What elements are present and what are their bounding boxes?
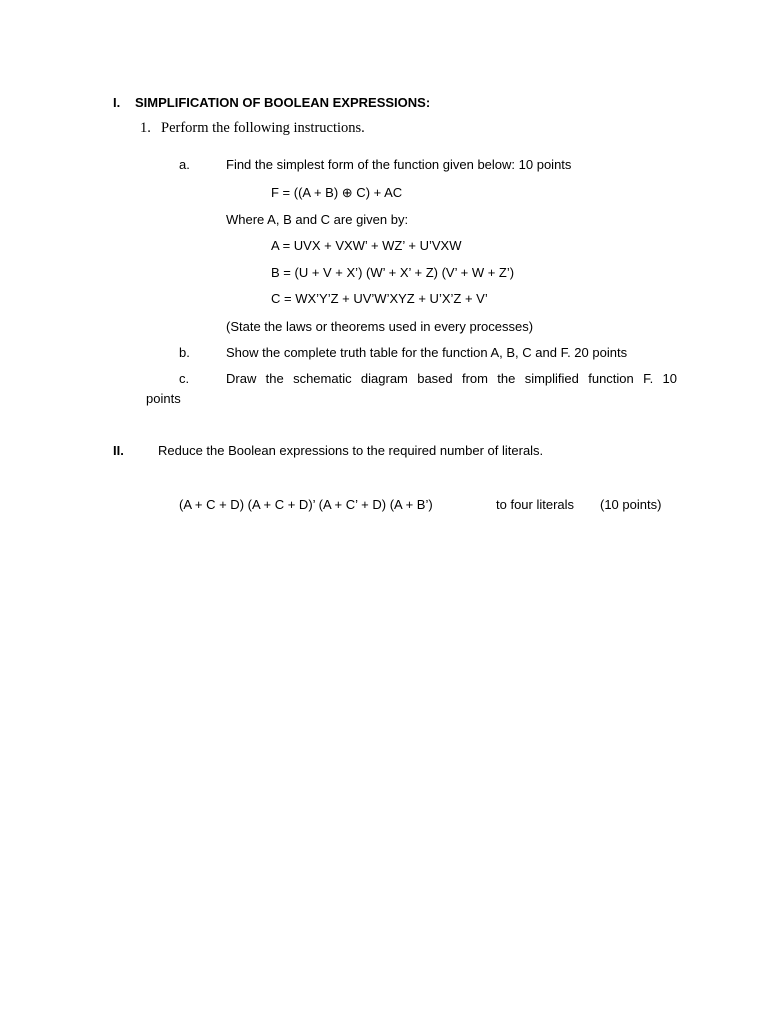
part-a-marker: a.: [179, 157, 190, 172]
part-b-marker: b.: [179, 345, 190, 360]
formula-f: F = ((A + B) ⊕ C) + AC: [271, 185, 403, 200]
equation-c: C = WX’Y’Z + UV’W’XYZ + U’X’Z + V’: [271, 291, 488, 306]
item-1-text: Perform the following instructions.: [161, 120, 365, 136]
section-2-points: (10 points): [600, 497, 662, 512]
part-b-text: Show the complete truth table for the function A, B, C and F. 20 points: [226, 345, 628, 360]
section-2-numeral: II.: [113, 443, 124, 458]
literal-requirement: to four literals: [496, 497, 575, 512]
equation-b: B = (U + V + X’) (W’ + X’ + Z) (V’ + W + Z’): [271, 265, 515, 280]
section-1-numeral: I.: [113, 95, 121, 110]
equation-a: A = UVX + VXW’ + WZ’ + U’VXW: [271, 238, 462, 253]
part-c-text-line1: Draw the schematic diagram based from the simplified function F. 10: [226, 371, 677, 386]
item-1-number: 1.: [140, 120, 151, 136]
section-2-heading: Reduce the Boolean expressions to the required number of literals.: [158, 443, 544, 458]
reduction-expression: (A + C + D) (A + C + D)’ (A + C’ + D) (A + B’): [179, 497, 433, 512]
part-c-marker: c.: [179, 371, 190, 386]
where-text: Where A, B and C are given by:: [226, 212, 409, 227]
section-1-heading: SIMPLIFICATION OF BOOLEAN EXPRESSIONS:: [135, 95, 431, 110]
laws-note: (State the laws or theorems used in every processes): [226, 319, 534, 334]
part-a-text: Find the simplest form of the function given below: 10 points: [226, 157, 572, 172]
part-c-text-line2: points: [146, 391, 181, 406]
